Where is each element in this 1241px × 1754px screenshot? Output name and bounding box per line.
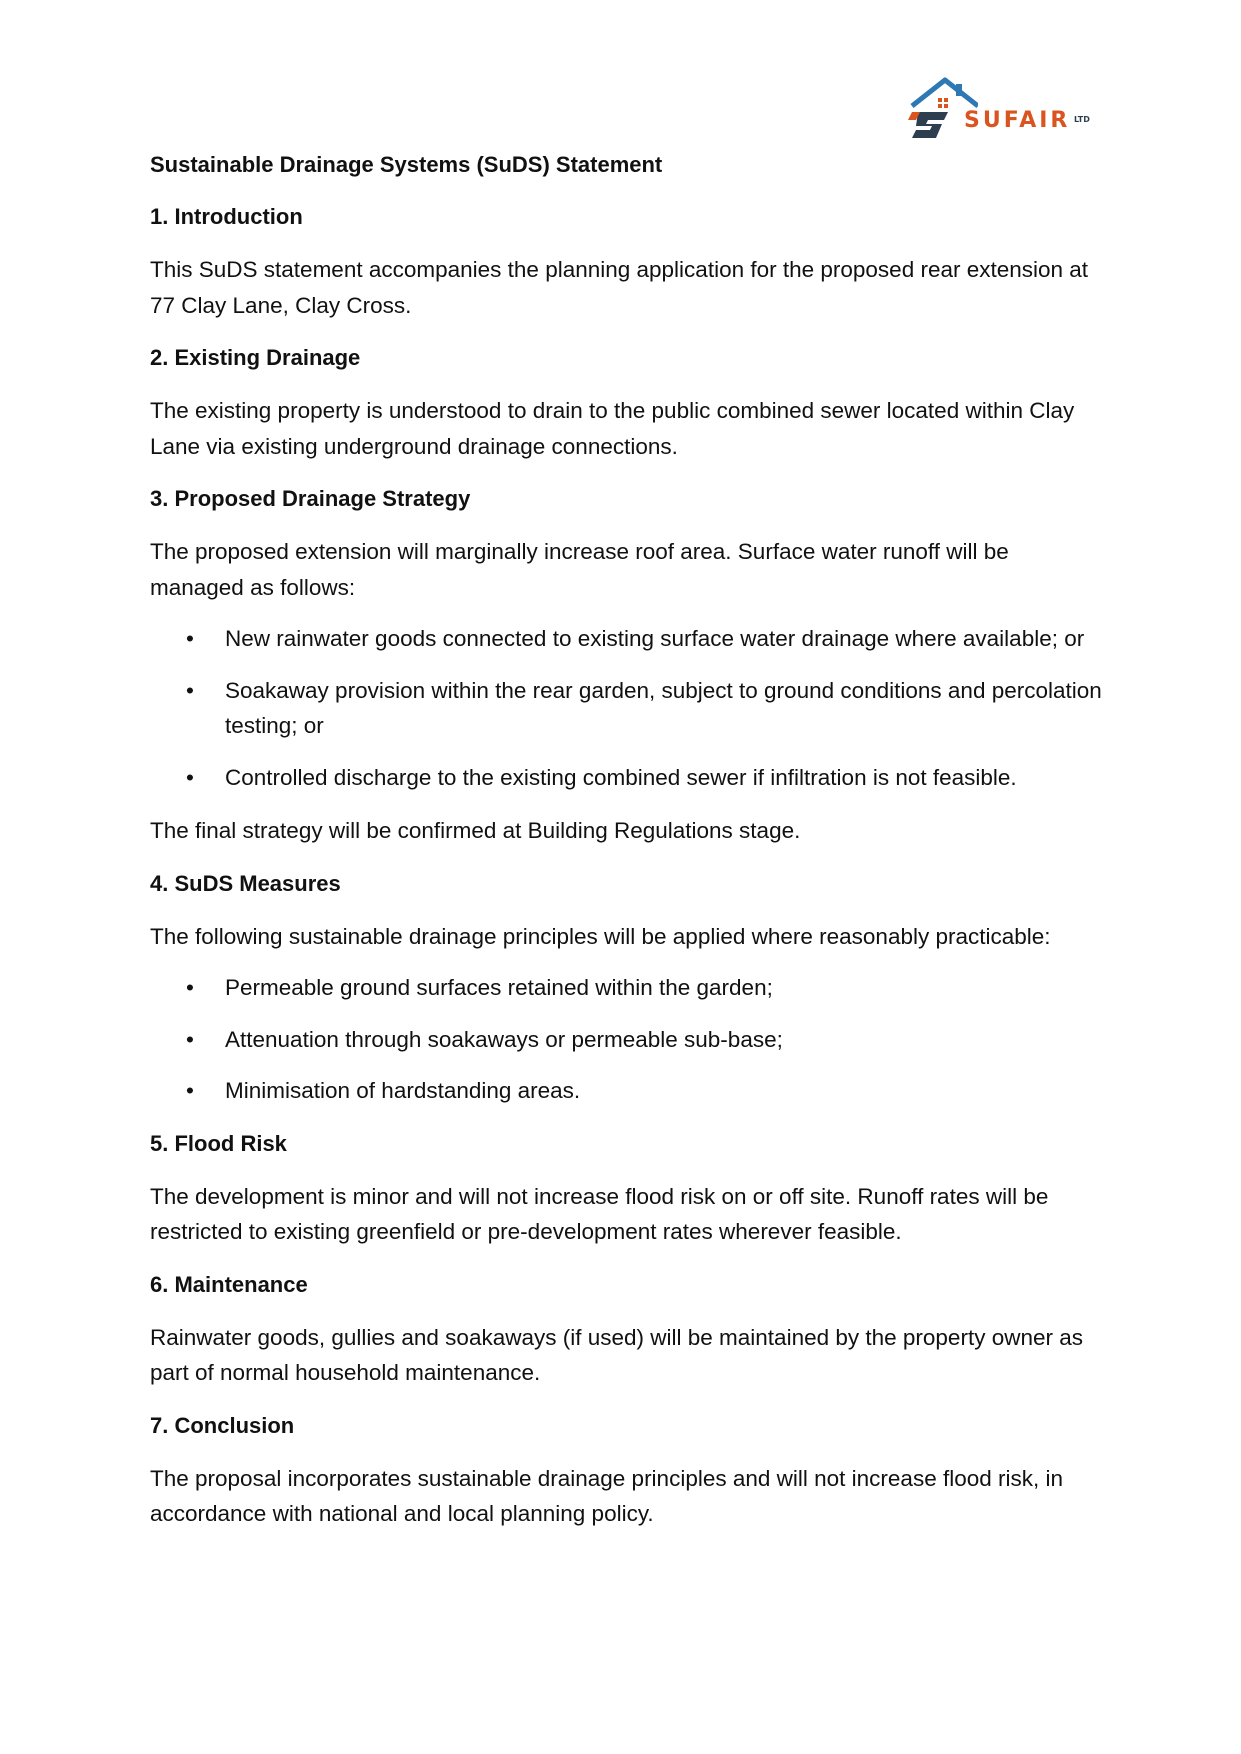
document-title: Sustainable Drainage Systems (SuDS) Statement [150,152,663,177]
list-item-text: Controlled discharge to the existing combined sewer if infiltration is not feasible. [225,764,1017,790]
existing-drainage-paragraph: The existing property is understood to drain to the public combined sewer located within Clay Lane via existing underground drainage connections. [150,398,1075,459]
section-heading-conclusion: 7. Conclusion [150,1412,295,1438]
conclusion-paragraph: The proposal incorporates sustainable drainage principles and will not increase flood risk, in accordance with national and local planning policy. [150,1465,1064,1526]
measures-bullet-list [150,970,1100,1109]
bullet-icon: • [186,677,194,703]
proposed-strategy-paragraph: The proposed extension will marginally increase roof area. Surface water runoff will be managed as follows: [150,539,1009,600]
document-body [150,148,1100,1532]
section-heading-introduction: 1. Introduction [150,204,303,229]
logo-wordmark: SUFAIR [964,108,1071,133]
list-item-text: New rainwater goods connected to existing surface water drainage where available; or [225,626,1085,651]
section-heading-existing-drainage: 2. Existing Drainage [150,345,361,370]
maintenance-paragraph: Rainwater goods, gullies and soakaways (if used) will be maintained by the property owner as part of normal household maintenance. [150,1324,1083,1385]
section-heading-suds-measures: 4. SuDS Measures [150,870,341,896]
bullet-icon: • [186,626,194,651]
bullet-icon: • [186,1078,194,1103]
list-item [150,1022,1105,1058]
section-heading-flood-risk: 5. Flood Risk [150,1130,287,1156]
section-heading-maintenance: 6. Maintenance [150,1271,308,1297]
final-strategy-paragraph: The final strategy will be confirmed at Building Regulations stage. [150,818,801,843]
list-item [150,970,1105,1006]
logo-suffix: LTD [1074,115,1090,124]
list-item [150,1073,1105,1109]
list-item-text: Minimisation of hardstanding areas. [225,1078,581,1103]
list-item-text: Soakaway provision within the rear garden, subject to ground conditions and percolation testing; or [225,677,1102,738]
list-item [150,760,1105,796]
introduction-paragraph: This SuDS statement accompanies the planning application for the proposed rear extension at 77 Clay Lane, Clay Cross. [150,257,1089,318]
strategy-bullet-list [150,621,1100,795]
list-item-text: Permeable ground surfaces retained within the garden; [225,975,773,1000]
flood-risk-paragraph: The development is minor and will not increase flood risk on or off site. Runoff rates will be restricted to existing greenfield or pre-development rates wherever feasible. [150,1183,1049,1244]
suds-measures-paragraph: The following sustainable drainage principles will be applied where reasonably practicable: [150,923,1051,949]
list-item-text: Attenuation through soakaways or permeable sub-base; [225,1026,783,1052]
bullet-icon: • [186,1026,194,1052]
bullet-icon: • [186,764,194,790]
list-item [150,621,1105,657]
company-logo [908,76,1094,142]
bullet-icon: • [186,975,194,1000]
list-item [150,673,1105,744]
section-heading-proposed-strategy: 3. Proposed Drainage Strategy [150,486,471,511]
